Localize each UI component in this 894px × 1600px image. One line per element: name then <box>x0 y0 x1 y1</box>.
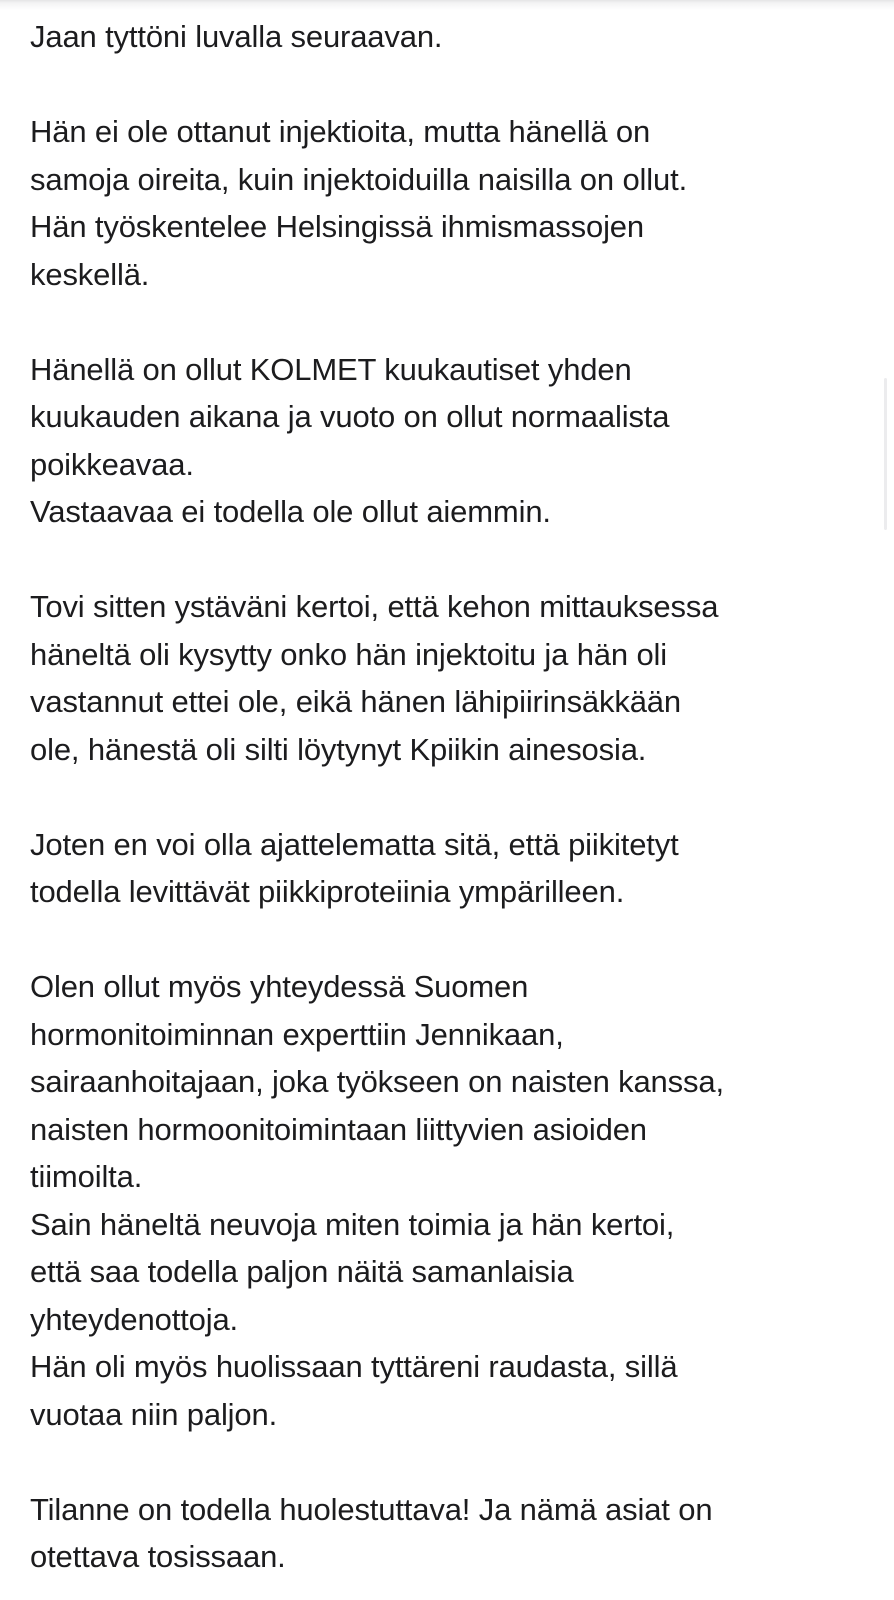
text-line: yhteydenottoja. <box>30 1301 239 1337</box>
top-edge-shadow <box>0 0 894 10</box>
paragraph <box>30 821 880 916</box>
text-line: vuotaa niin paljon. <box>30 1396 278 1432</box>
text-line: Hän oli myös huolissaan tyttäreni raudasta, sillä <box>30 1349 678 1384</box>
text-line: otettava tosissaan. <box>30 1539 286 1574</box>
text-line: tiimoilta. <box>30 1159 143 1194</box>
text-line: hormonitoiminnan experttiin Jennikaan, <box>30 1016 564 1052</box>
text-line: Vastaavaa ei todella ole ollut aiemmin. <box>30 494 551 529</box>
text-line: että saa todella paljon näitä samanlaisia <box>30 1254 574 1289</box>
text-line: häneltä oli kysytty onko hän injektoitu ja hän oli <box>30 636 668 672</box>
paragraph-gap <box>30 536 880 584</box>
text-line: ole, hänestä oli silti löytynyt Kpiikin ainesosia. <box>30 731 647 767</box>
paragraph <box>30 583 880 773</box>
text-line: Hän työskentelee Helsingissä ihmismassojen <box>30 209 644 244</box>
text-line: poikkeavaa. <box>30 446 194 482</box>
paragraph <box>30 13 880 61</box>
paragraph <box>30 1486 880 1581</box>
text-line: todella levittävät piikkiproteiinia ympärilleen. <box>30 874 625 909</box>
text-line: Hänellä on ollut KOLMET kuukautiset yhden <box>30 351 632 387</box>
paragraph-gap <box>30 61 880 109</box>
paragraph-gap <box>30 298 880 346</box>
paragraph-gap <box>30 916 880 964</box>
text-line: kuukauden aikana ja vuoto on ollut normaalista <box>30 399 670 434</box>
text-line: vastannut ettei ole, eikä hänen lähipiirinsäkkään <box>30 684 681 719</box>
text-line: naisten hormoonitoimintaan liittyvien asioiden <box>30 1111 647 1147</box>
paragraph <box>30 108 880 298</box>
text-line: Olen ollut myös yhteydessä Suomen <box>30 969 529 1004</box>
scroll-indicator[interactable] <box>884 378 887 530</box>
post-text <box>30 13 880 1581</box>
text-line: Joten en voi olla ajattelematta sitä, että piikitetyt <box>30 826 679 862</box>
text-line: Tovi sitten ystäväni kertoi, että kehon mittauksessa <box>30 589 719 624</box>
text-line: Jaan tyttöni luvalla seuraavan. <box>30 19 443 54</box>
paragraph <box>30 346 880 536</box>
text-line: samoja oireita, kuin injektoiduilla naisilla on ollut. <box>30 161 688 197</box>
text-line: Tilanne on todella huolestuttava! Ja nämä asiat on <box>30 1491 713 1527</box>
text-line: Sain häneltä neuvoja miten toimia ja hän kertoi, <box>30 1206 675 1242</box>
paragraph-gap <box>30 1438 880 1486</box>
text-line: sairaanhoitajaan, joka työkseen on naisten kanssa, <box>30 1064 724 1099</box>
paragraph <box>30 963 880 1438</box>
text-line: Hän ei ole ottanut injektioita, mutta hänellä on <box>30 114 651 149</box>
text-line: keskellä. <box>30 256 150 292</box>
paragraph-gap <box>30 773 880 821</box>
